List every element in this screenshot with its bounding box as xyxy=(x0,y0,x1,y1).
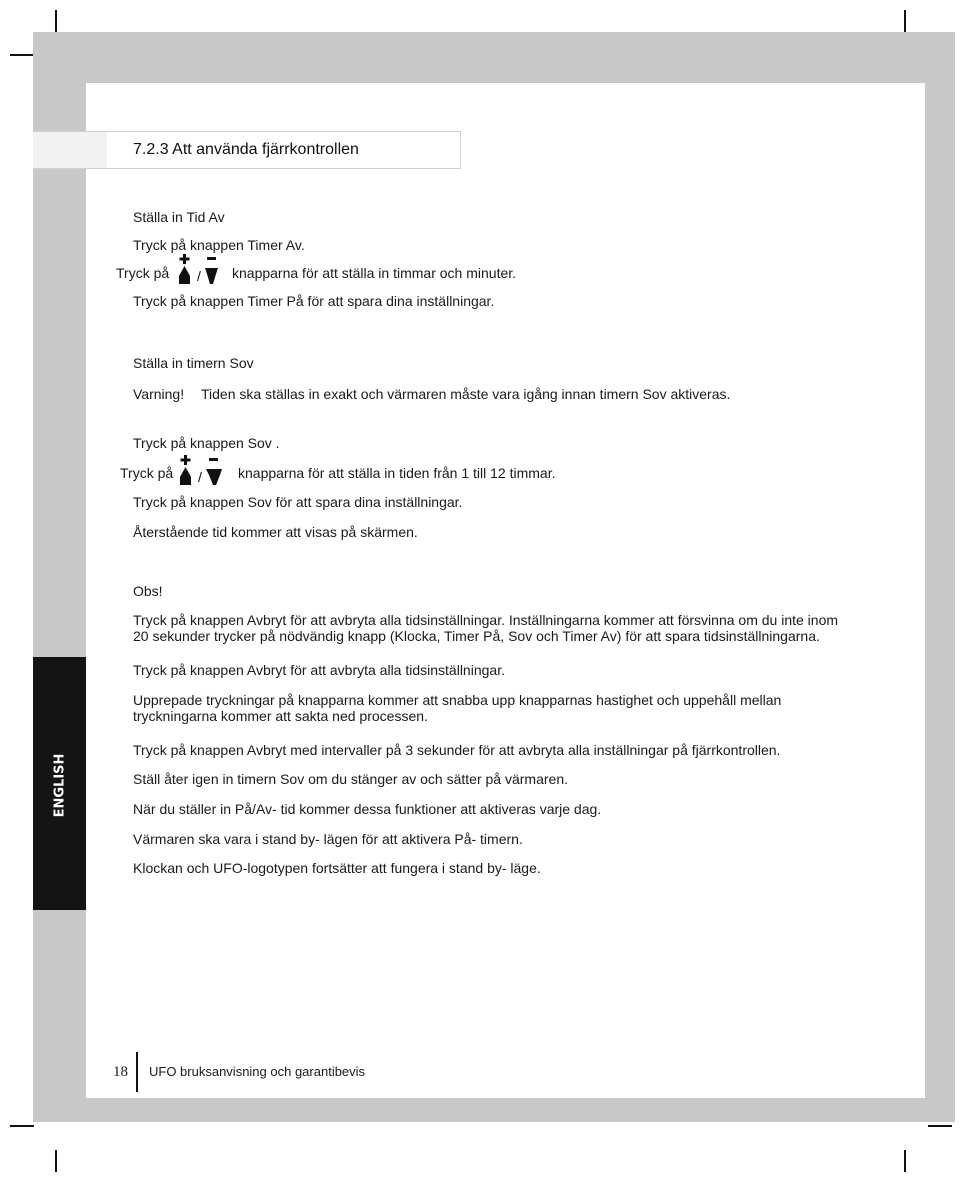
sleep-heading: Ställa in timern Sov xyxy=(133,355,254,371)
plus-minus-icon xyxy=(176,455,232,485)
crop-mark xyxy=(55,10,57,34)
crop-mark xyxy=(55,1150,57,1172)
sleep-line1: Tryck på knappen Sov . xyxy=(133,435,280,451)
timer-line1: Tryck på knappen Timer Av. xyxy=(133,237,305,253)
note-p6: När du ställer in På/Av- tid kommer dessa funktioner att aktiveras varje dag. xyxy=(133,801,602,817)
notes-label: Obs! xyxy=(133,583,163,599)
slash-glyph: / xyxy=(197,268,201,284)
crop-mark xyxy=(928,1125,952,1127)
warning-label: Varning! xyxy=(133,386,185,402)
crop-mark xyxy=(904,10,906,34)
footer-divider xyxy=(136,1052,138,1092)
section-title: 7.2.3 Att använda fjärrkontrollen xyxy=(107,131,461,169)
note-p2: Tryck på knappen Avbryt för att avbryta alla tidsinställningar. xyxy=(133,662,505,678)
crop-mark xyxy=(10,1125,34,1127)
sleep-line2-prefix: Tryck på xyxy=(120,465,174,481)
page-body xyxy=(86,83,925,1098)
sleep-line4: Återstående tid kommer att visas på skärmen. xyxy=(133,524,418,540)
timer-line3: Tryck på knappen Timer På för att spara dina inställningar. xyxy=(133,293,495,309)
slash-glyph: / xyxy=(198,469,202,485)
crop-mark xyxy=(904,1150,906,1172)
footer-doc-title: UFO bruksanvisning och garantibevis xyxy=(149,1064,366,1079)
note-p1-line1: Tryck på knappen Avbryt för att avbryta alla tidsinställningar. Inställningarna kommer att försvinna om du inte inom xyxy=(133,612,839,628)
note-p3-line1: Upprepade tryckningar på knapparna kommer att snabba upp knapparnas hastighet och uppehåll mellan xyxy=(133,692,782,708)
crop-mark xyxy=(10,54,34,56)
note-p7: Värmaren ska vara i stand by- lägen för att aktivera På- timern. xyxy=(133,831,523,847)
timer-line2-suffix: knapparna för att ställa in timmar och minuter. xyxy=(232,265,517,281)
language-tab-label: ENGLISH xyxy=(52,753,68,817)
note-p3-line2: tryckningarna kommer att sakta ned processen. xyxy=(133,708,428,724)
plus-minus-icon xyxy=(172,254,228,284)
timer-heading: Ställa in Tid Av xyxy=(133,209,225,225)
timer-line2-prefix: Tryck på xyxy=(116,265,170,281)
warning-text: Tiden ska ställas in exakt och värmaren måste vara igång innan timern Sov aktiveras. xyxy=(201,386,731,402)
note-p5: Ställ åter igen in timern Sov om du stänger av och sätter på värmaren. xyxy=(133,771,568,787)
sleep-line3: Tryck på knappen Sov för att spara dina inställningar. xyxy=(133,494,463,510)
page-number: 18 xyxy=(113,1064,128,1080)
sleep-line2-suffix: knapparna för att ställa in tiden från 1 till 12 timmar. xyxy=(238,465,556,481)
note-p1-line2: 20 sekunder trycker på nödvändig knapp (Klocka, Timer På, Sov och Timer Av) för att spara tidsinställningarna. xyxy=(133,628,820,644)
note-p8: Klockan och UFO-logotypen fortsätter att fungera i stand by- läge. xyxy=(133,860,541,876)
note-p4: Tryck på knappen Avbryt med intervaller på 3 sekunder för att avbryta alla inställningar på fjärrkontrollen. xyxy=(133,742,781,758)
